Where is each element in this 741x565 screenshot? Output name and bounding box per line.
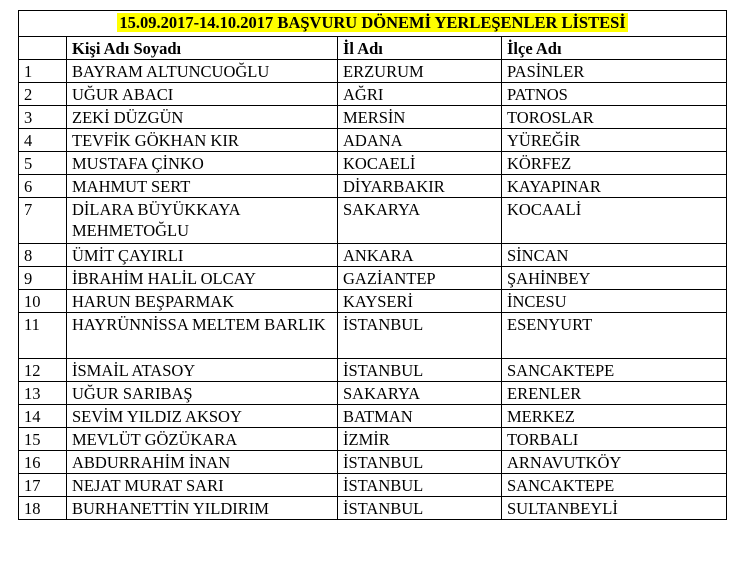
- province-name: KAYSERİ: [338, 290, 502, 313]
- row-number: 10: [19, 290, 67, 313]
- district-name: PASİNLER: [502, 60, 727, 83]
- table-row: [19, 198, 727, 244]
- header-province: İl Adı: [338, 37, 502, 60]
- table-row: [19, 175, 727, 198]
- table-row: [19, 359, 727, 382]
- province-name: BATMAN: [338, 405, 502, 428]
- province-name: İSTANBUL: [338, 497, 502, 520]
- district-name: ESENYURT: [502, 313, 727, 359]
- table-row: [19, 474, 727, 497]
- person-name: SEVİM YILDIZ AKSOY: [67, 405, 338, 428]
- person-name: BURHANETTİN YILDIRIM: [67, 497, 338, 520]
- province-name: ERZURUM: [338, 60, 502, 83]
- person-name: UĞUR ABACI: [67, 83, 338, 106]
- row-number: 14: [19, 405, 67, 428]
- person-name: HARUN BEŞPARMAK: [67, 290, 338, 313]
- placement-list-table: [18, 10, 727, 520]
- person-name: NEJAT MURAT SARI: [67, 474, 338, 497]
- province-name: AĞRI: [338, 83, 502, 106]
- province-name: GAZİANTEP: [338, 267, 502, 290]
- district-name: SULTANBEYLİ: [502, 497, 727, 520]
- table-row: [19, 106, 727, 129]
- table-row: [19, 451, 727, 474]
- province-name: İSTANBUL: [338, 451, 502, 474]
- province-name: İSTANBUL: [338, 313, 502, 359]
- district-name: TORBALI: [502, 428, 727, 451]
- district-name: KAYAPINAR: [502, 175, 727, 198]
- person-name: UĞUR SARIBAŞ: [67, 382, 338, 405]
- row-number: 15: [19, 428, 67, 451]
- province-name: ADANA: [338, 129, 502, 152]
- district-name: MERKEZ: [502, 405, 727, 428]
- person-name: İBRAHİM HALİL OLCAY: [67, 267, 338, 290]
- table-row: [19, 405, 727, 428]
- row-number: 2: [19, 83, 67, 106]
- district-name: SANCAKTEPE: [502, 359, 727, 382]
- table-row: [19, 428, 727, 451]
- district-name: SANCAKTEPE: [502, 474, 727, 497]
- province-name: ANKARA: [338, 244, 502, 267]
- header-name: Kişi Adı Soyadı: [67, 37, 338, 60]
- province-name: SAKARYA: [338, 198, 502, 244]
- row-number: 16: [19, 451, 67, 474]
- table-row: [19, 313, 727, 359]
- district-name: İNCESU: [502, 290, 727, 313]
- district-name: PATNOS: [502, 83, 727, 106]
- header-row: [19, 37, 727, 60]
- table-row: [19, 83, 727, 106]
- row-number: 4: [19, 129, 67, 152]
- table-row: [19, 382, 727, 405]
- table-row: [19, 129, 727, 152]
- person-name: MAHMUT SERT: [67, 175, 338, 198]
- table-row: [19, 244, 727, 267]
- person-name: DİLARA BÜYÜKKAYA MEHMETOĞLU: [67, 198, 338, 244]
- person-name: BAYRAM ALTUNCUOĞLU: [67, 60, 338, 83]
- header-number: [19, 37, 67, 60]
- district-name: ERENLER: [502, 382, 727, 405]
- district-name: SİNCAN: [502, 244, 727, 267]
- document-sheet: [18, 10, 726, 520]
- person-name: MUSTAFA ÇİNKO: [67, 152, 338, 175]
- district-name: KÖRFEZ: [502, 152, 727, 175]
- row-number: 1: [19, 60, 67, 83]
- row-number: 17: [19, 474, 67, 497]
- row-number: 3: [19, 106, 67, 129]
- header-district: İlçe Adı: [502, 37, 727, 60]
- district-name: ARNAVUTKÖY: [502, 451, 727, 474]
- province-name: İSTANBUL: [338, 359, 502, 382]
- person-name: MEVLÜT GÖZÜKARA: [67, 428, 338, 451]
- district-name: TOROSLAR: [502, 106, 727, 129]
- title-row: [19, 11, 727, 37]
- district-name: ŞAHİNBEY: [502, 267, 727, 290]
- table-row: [19, 290, 727, 313]
- table-row: [19, 267, 727, 290]
- row-number: 13: [19, 382, 67, 405]
- table-row: [19, 60, 727, 83]
- row-number: 18: [19, 497, 67, 520]
- person-name: ZEKİ DÜZGÜN: [67, 106, 338, 129]
- list-title: 15.09.2017-14.10.2017 BAŞVURU DÖNEMİ YERLEŞENLER LİSTESİ: [119, 13, 626, 32]
- province-name: MERSİN: [338, 106, 502, 129]
- table-row: [19, 497, 727, 520]
- province-name: İZMİR: [338, 428, 502, 451]
- title-cell: [19, 11, 727, 37]
- province-name: İSTANBUL: [338, 474, 502, 497]
- person-name: TEVFİK GÖKHAN KIR: [67, 129, 338, 152]
- row-number: 9: [19, 267, 67, 290]
- district-name: YÜREĞİR: [502, 129, 727, 152]
- row-number: 12: [19, 359, 67, 382]
- province-name: SAKARYA: [338, 382, 502, 405]
- person-name: İSMAİL ATASOY: [67, 359, 338, 382]
- person-name: ABDURRAHİM İNAN: [67, 451, 338, 474]
- person-name: HAYRÜNNİSSA MELTEM BARLIK: [67, 313, 338, 359]
- province-name: KOCAELİ: [338, 152, 502, 175]
- person-name: ÜMİT ÇAYIRLI: [67, 244, 338, 267]
- row-number: 7: [19, 198, 67, 244]
- row-number: 11: [19, 313, 67, 359]
- row-number: 8: [19, 244, 67, 267]
- row-number: 5: [19, 152, 67, 175]
- district-name: KOCAALİ: [502, 198, 727, 244]
- province-name: DİYARBAKIR: [338, 175, 502, 198]
- row-number: 6: [19, 175, 67, 198]
- table-row: [19, 152, 727, 175]
